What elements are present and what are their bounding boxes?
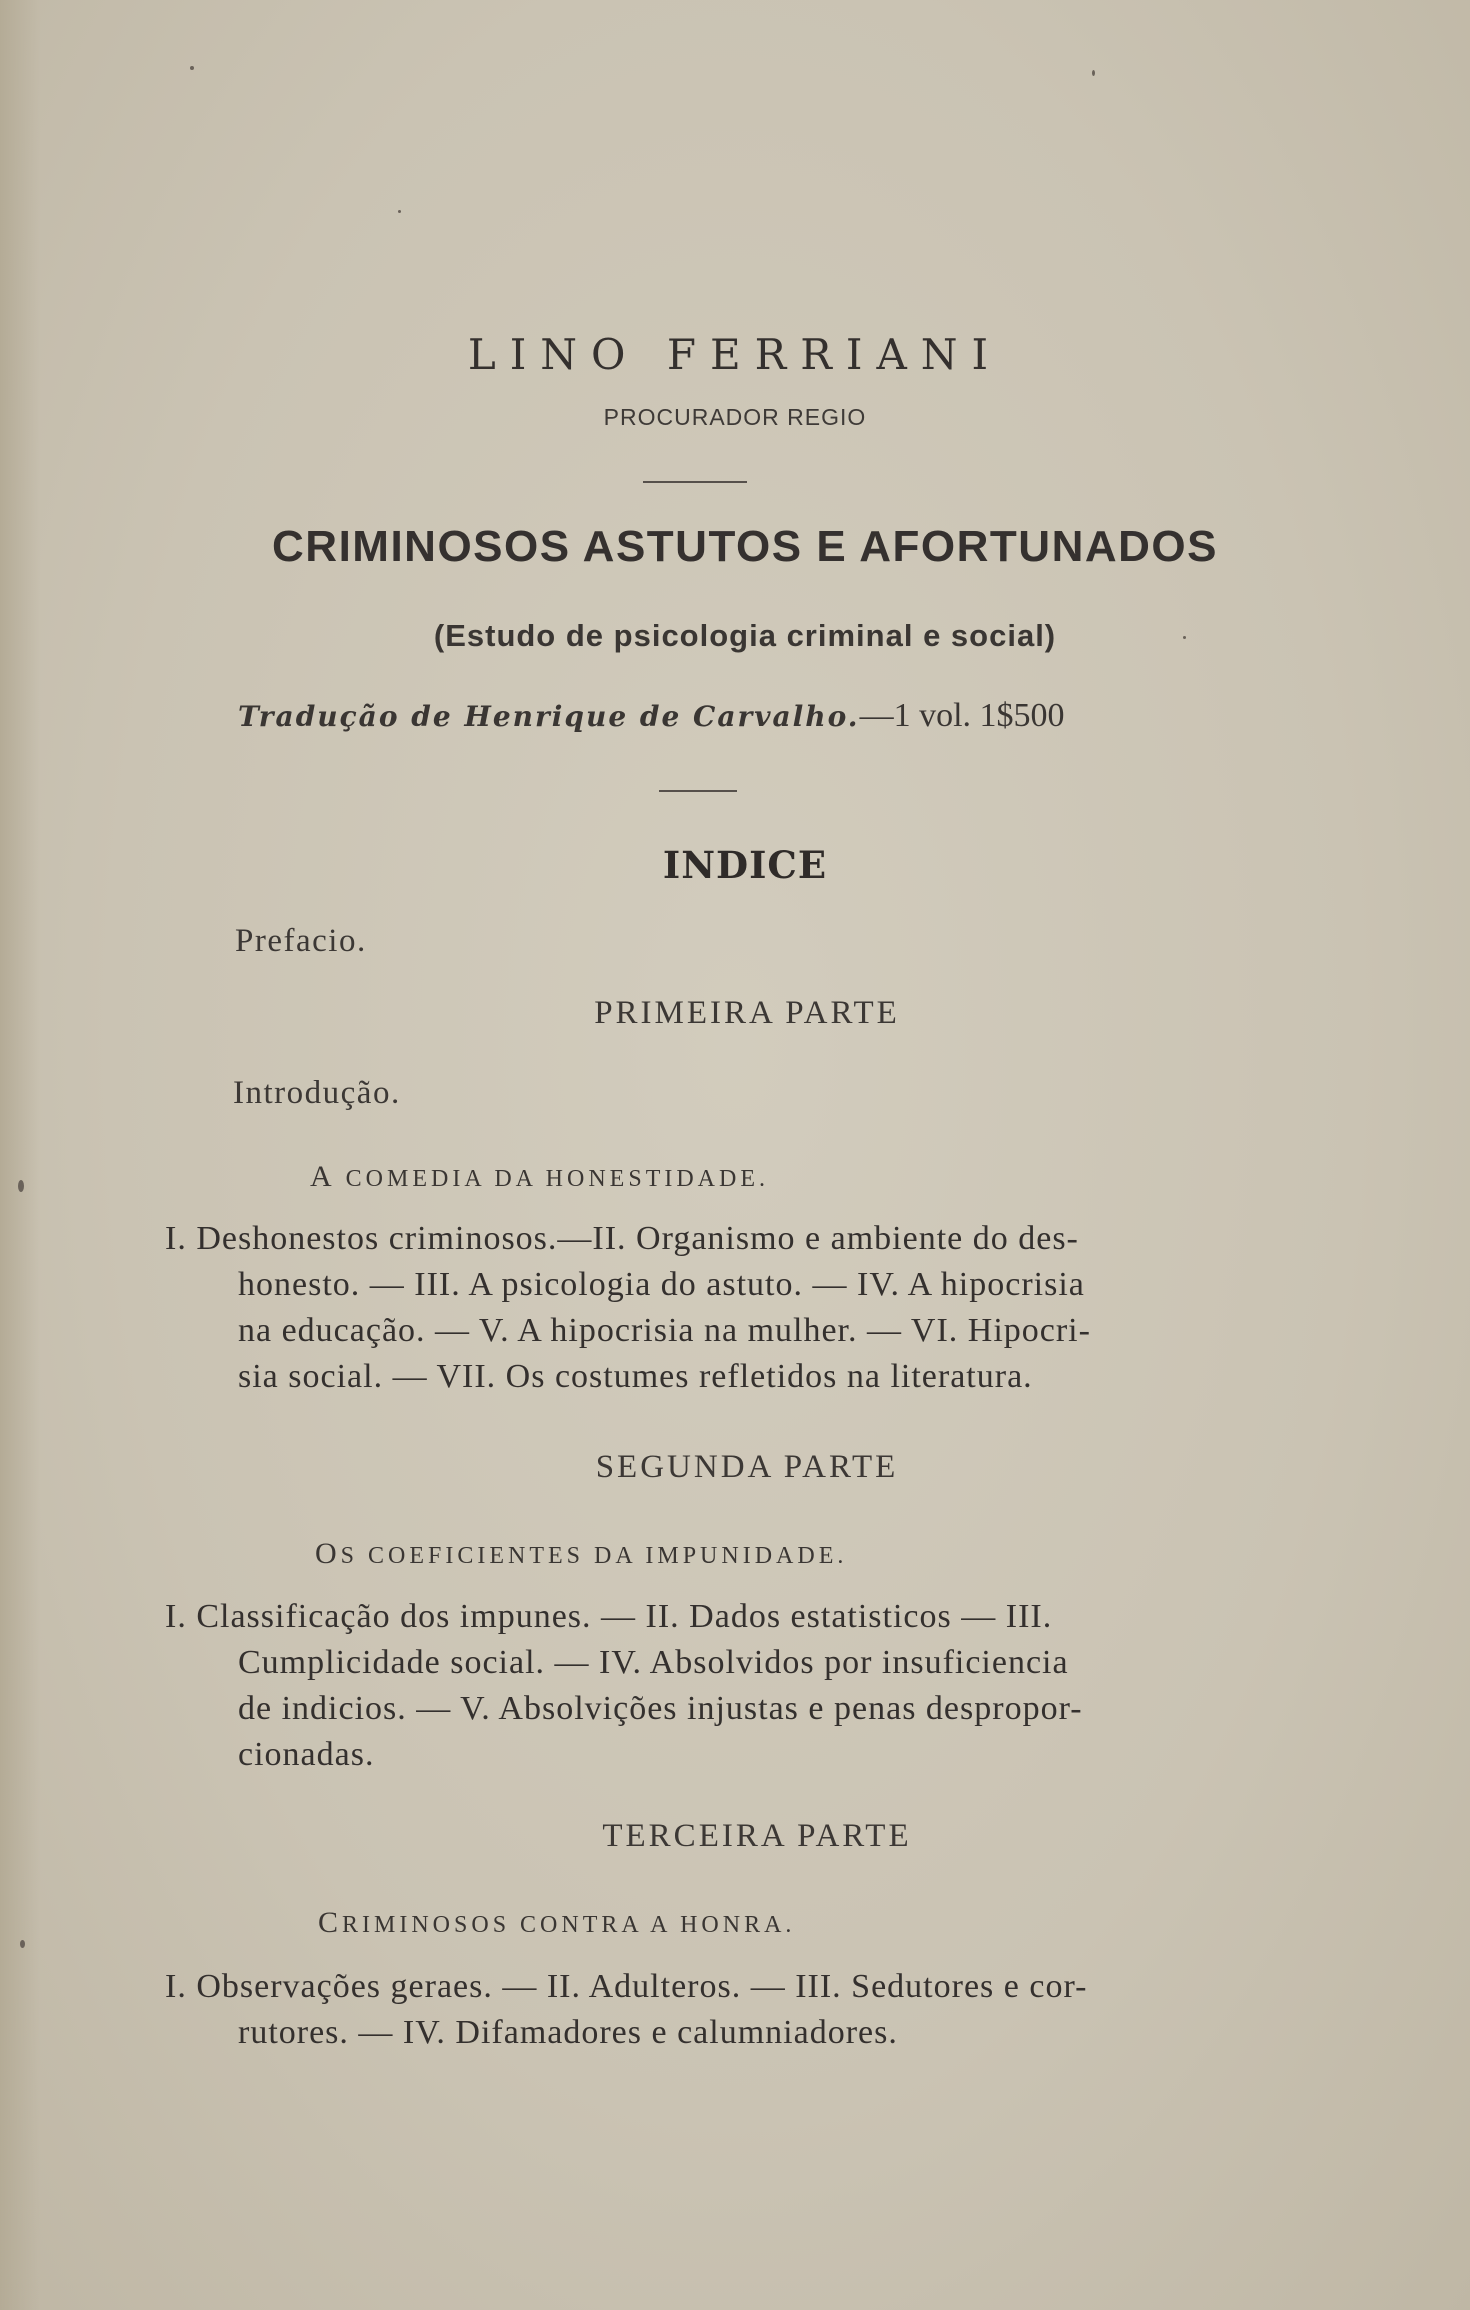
book-title: CRIMINOSOS ASTUTOS E AFORTUNADOS: [272, 522, 1218, 571]
contents-line: I. Observações geraes. — II. Adulteros. — III. Sedutores e cor-: [165, 1968, 1088, 2005]
author-name: LINO FERRIANI: [467, 330, 1003, 379]
contents-line: na educação. — V. A hipocrisia na mulher. — VI. Hipocri-: [238, 1312, 1091, 1349]
preface-entry: Prefacio.: [235, 923, 367, 959]
contents-line: honesto. — III. A psicologia do astuto. — IV. A hipocrisia: [238, 1266, 1085, 1303]
divider-top: [643, 481, 747, 483]
paper-speck: [190, 66, 194, 70]
author-role: PROCURADOR REGIO: [603, 404, 867, 430]
contents-line: de indicios. — V. Absolvições injustas e penas despropor-: [238, 1690, 1083, 1727]
paper-speck: [1092, 70, 1095, 76]
index-title: INDICE: [662, 843, 828, 887]
contents-line: sia social. — VII. Os costumes refletidos na literatura.: [238, 1358, 1033, 1395]
paper-speck: [398, 210, 401, 213]
paper-speck: [1183, 636, 1186, 639]
section-heading-1: [310, 1160, 769, 1194]
book-subtitle: (Estudo de psicologia criminal e social): [433, 618, 1057, 653]
section-heading-3-rest: RIMINOSOS CONTRA A HONRA.: [342, 1912, 796, 1938]
section-heading-2: [315, 1537, 847, 1571]
section-heading-1-initial: A: [310, 1160, 336, 1193]
contents-line: I. Deshonestos criminosos.—II. Organismo e ambiente do des-: [165, 1220, 1079, 1257]
translation-line: [238, 697, 1065, 735]
divider-middle: [659, 790, 737, 792]
contents-line: I. Classificação dos impunes. — II. Dados estatisticos — III.: [165, 1598, 1053, 1635]
section-heading-3-initial: C: [318, 1906, 343, 1939]
section-heading-2-initial: O: [315, 1537, 341, 1570]
contents-line: rutores. — IV. Difamadores e calumniadores.: [238, 2014, 898, 2051]
part-title-2: SEGUNDA PARTE: [595, 1449, 899, 1485]
part-title-3: TERCEIRA PARTE: [602, 1818, 912, 1854]
part-1-contents: [165, 1216, 1255, 1400]
part-title-1: PRIMEIRA PARTE: [594, 995, 900, 1031]
paper-speck: [18, 1180, 24, 1192]
part-3-contents: [165, 1964, 1255, 2056]
translation-note: Tradução de Henrique de Carvalho.: [238, 700, 860, 733]
price-note: —1 vol. 1$500: [859, 697, 1065, 734]
section-heading-1-rest: COMEDIA DA HONESTIDADE.: [335, 1166, 769, 1192]
part-2-contents: [165, 1594, 1255, 1778]
introduction-entry: Introdução.: [233, 1075, 401, 1111]
paper-speck: [20, 1940, 25, 1948]
section-heading-3: [318, 1906, 795, 1940]
section-heading-2-rest: S COEFICIENTES DA IMPUNIDADE.: [340, 1543, 848, 1569]
contents-line: cionadas.: [238, 1736, 375, 1773]
contents-line: Cumplicidade social. — IV. Absolvidos por insuficiencia: [238, 1644, 1069, 1681]
